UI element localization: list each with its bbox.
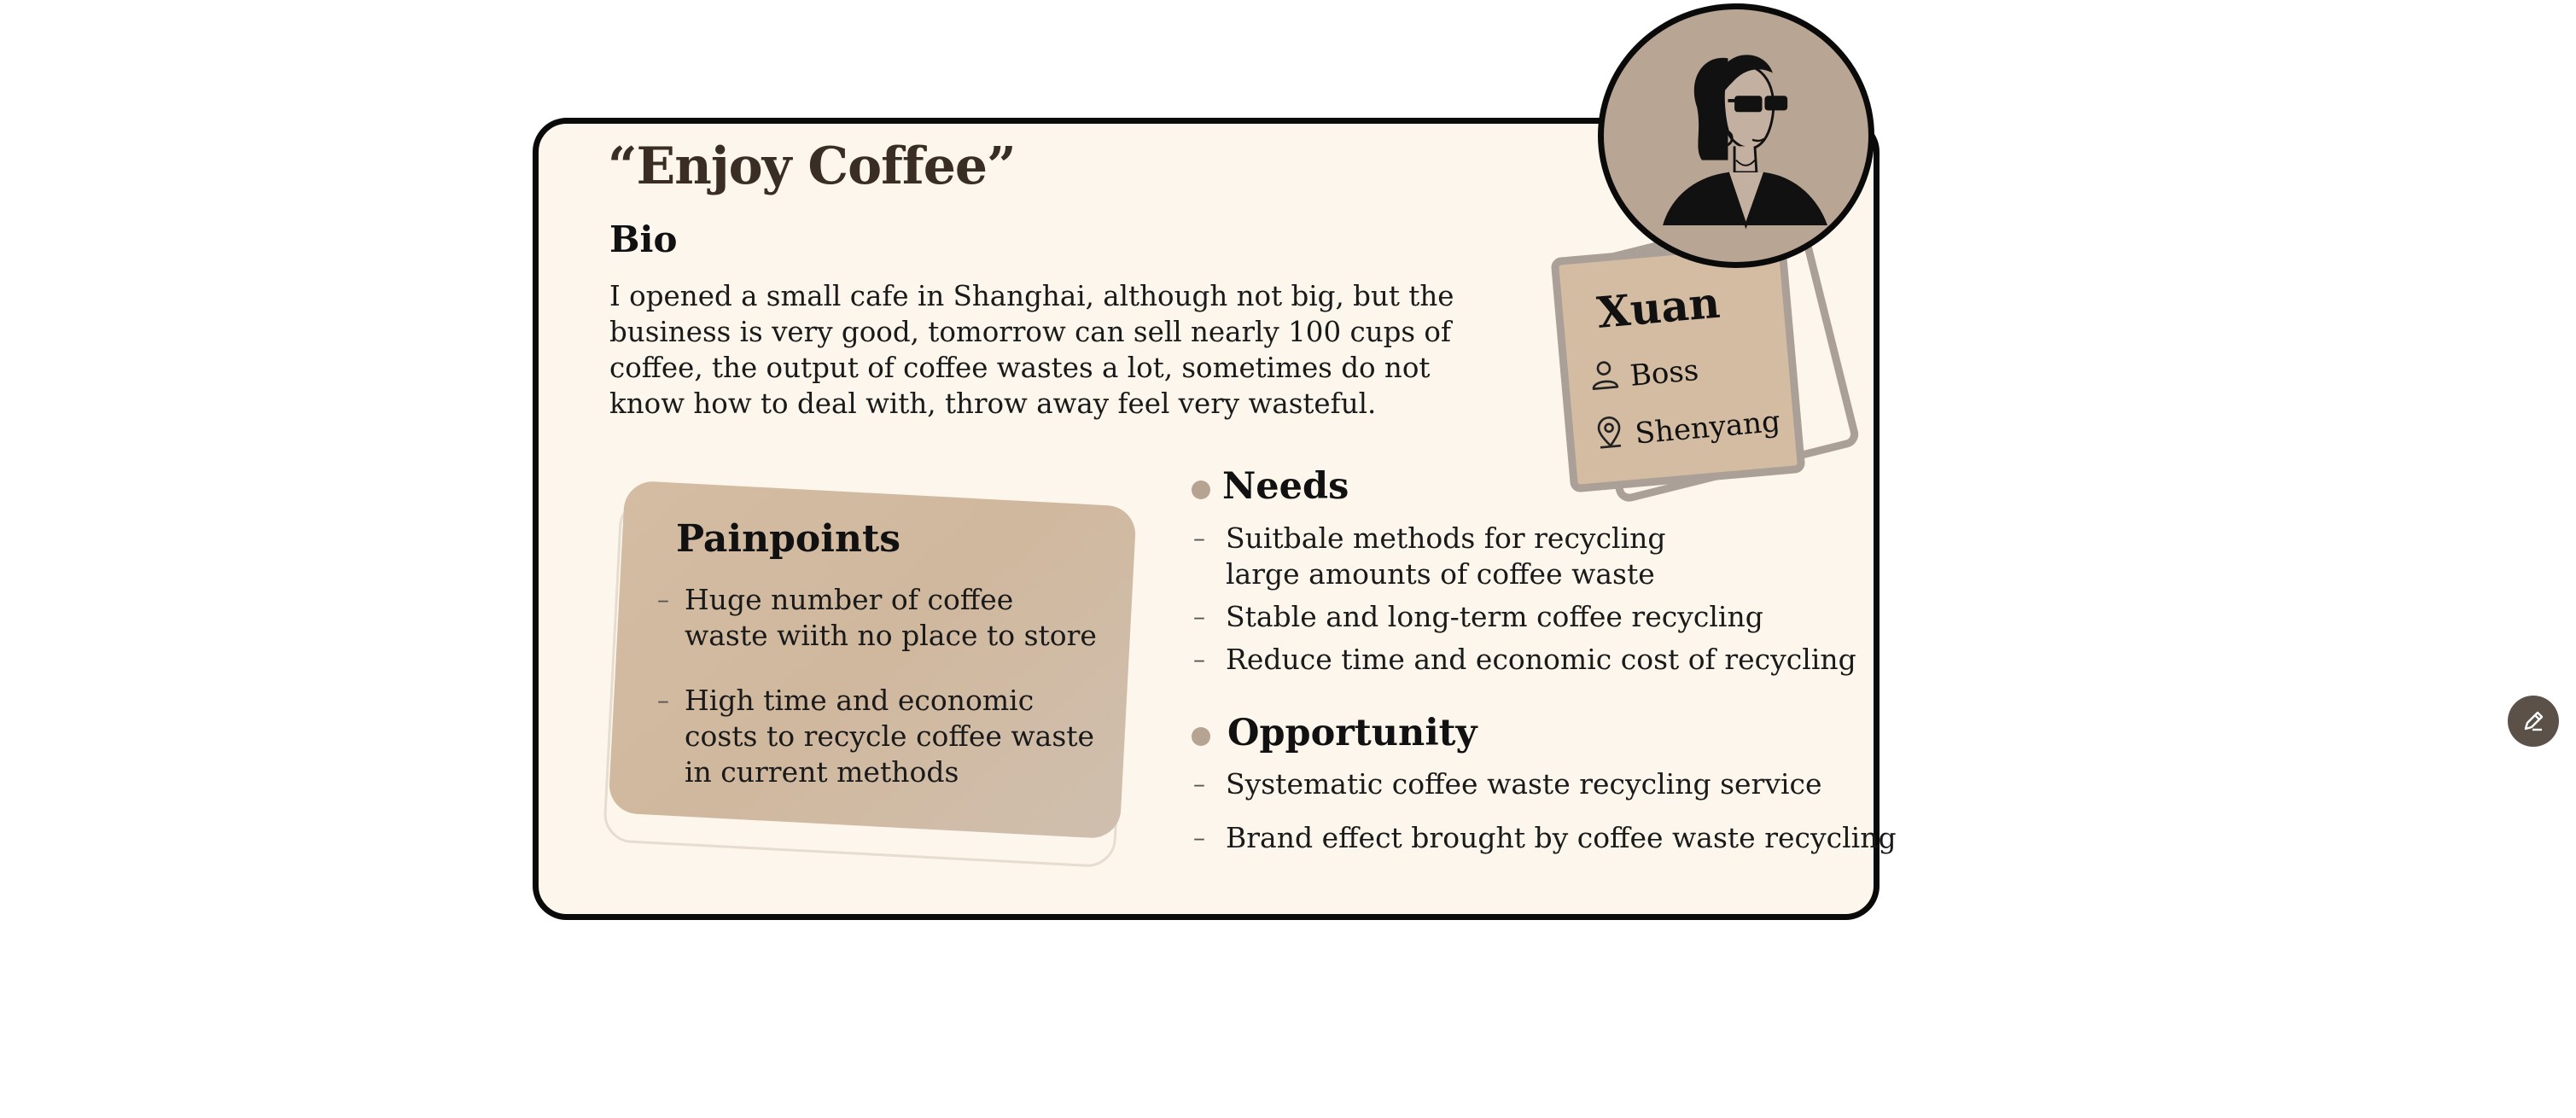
role-row <box>1586 349 1700 400</box>
opportunity-bullet <box>1192 727 1210 746</box>
persona-role: Boss <box>1629 352 1700 393</box>
needs-item: – Reduce time and economic cost of recycling <box>1193 642 1856 678</box>
woman-with-sunglasses-icon <box>1604 9 1868 262</box>
persona-title: “Enjoy Coffee” <box>608 137 1016 196</box>
pencil-icon <box>2521 708 2546 734</box>
needs-item: – Stable and long-term coffee recycling <box>1193 599 1763 635</box>
opportunity-heading: Opportunity <box>1227 712 1477 754</box>
opportunity-item: – Systematic coffee waste recycling service <box>1193 766 1822 802</box>
profile-card <box>1550 237 1805 492</box>
needs-item: – Suitbale methods for recycling large amounts of coffee waste <box>1193 521 1746 592</box>
persona-name: Xuan <box>1594 277 1722 338</box>
bio-text: I opened a small cafe in Shanghai, although not big, but the business is very good, tomorrow can sell nearly 100 cups of coffee, the output of coffee wastes a lot, sometimes do not know how to deal with, throw away feel very wasteful. <box>609 280 1454 420</box>
persona-location: Shenyang <box>1634 404 1782 451</box>
edit-button[interactable] <box>2508 696 2559 747</box>
painpoint-item: – High time and economic costs to recycle coffee waste in current methods <box>657 683 1101 790</box>
location-pin-icon <box>1591 414 1629 458</box>
bio-heading: Bio <box>609 218 678 260</box>
needs-bullet <box>1192 480 1210 499</box>
painpoints-list <box>657 582 1101 819</box>
person-icon <box>1586 356 1623 400</box>
avatar <box>1598 3 1874 268</box>
opportunity-item: – Brand effect brought by coffee waste recycling <box>1193 820 1897 856</box>
painpoint-item: – Huge number of coffee waste wiith no place to store <box>657 582 1101 654</box>
painpoints-heading: Painpoints <box>676 517 901 561</box>
location-row <box>1591 400 1782 458</box>
needs-heading: Needs <box>1222 465 1349 508</box>
